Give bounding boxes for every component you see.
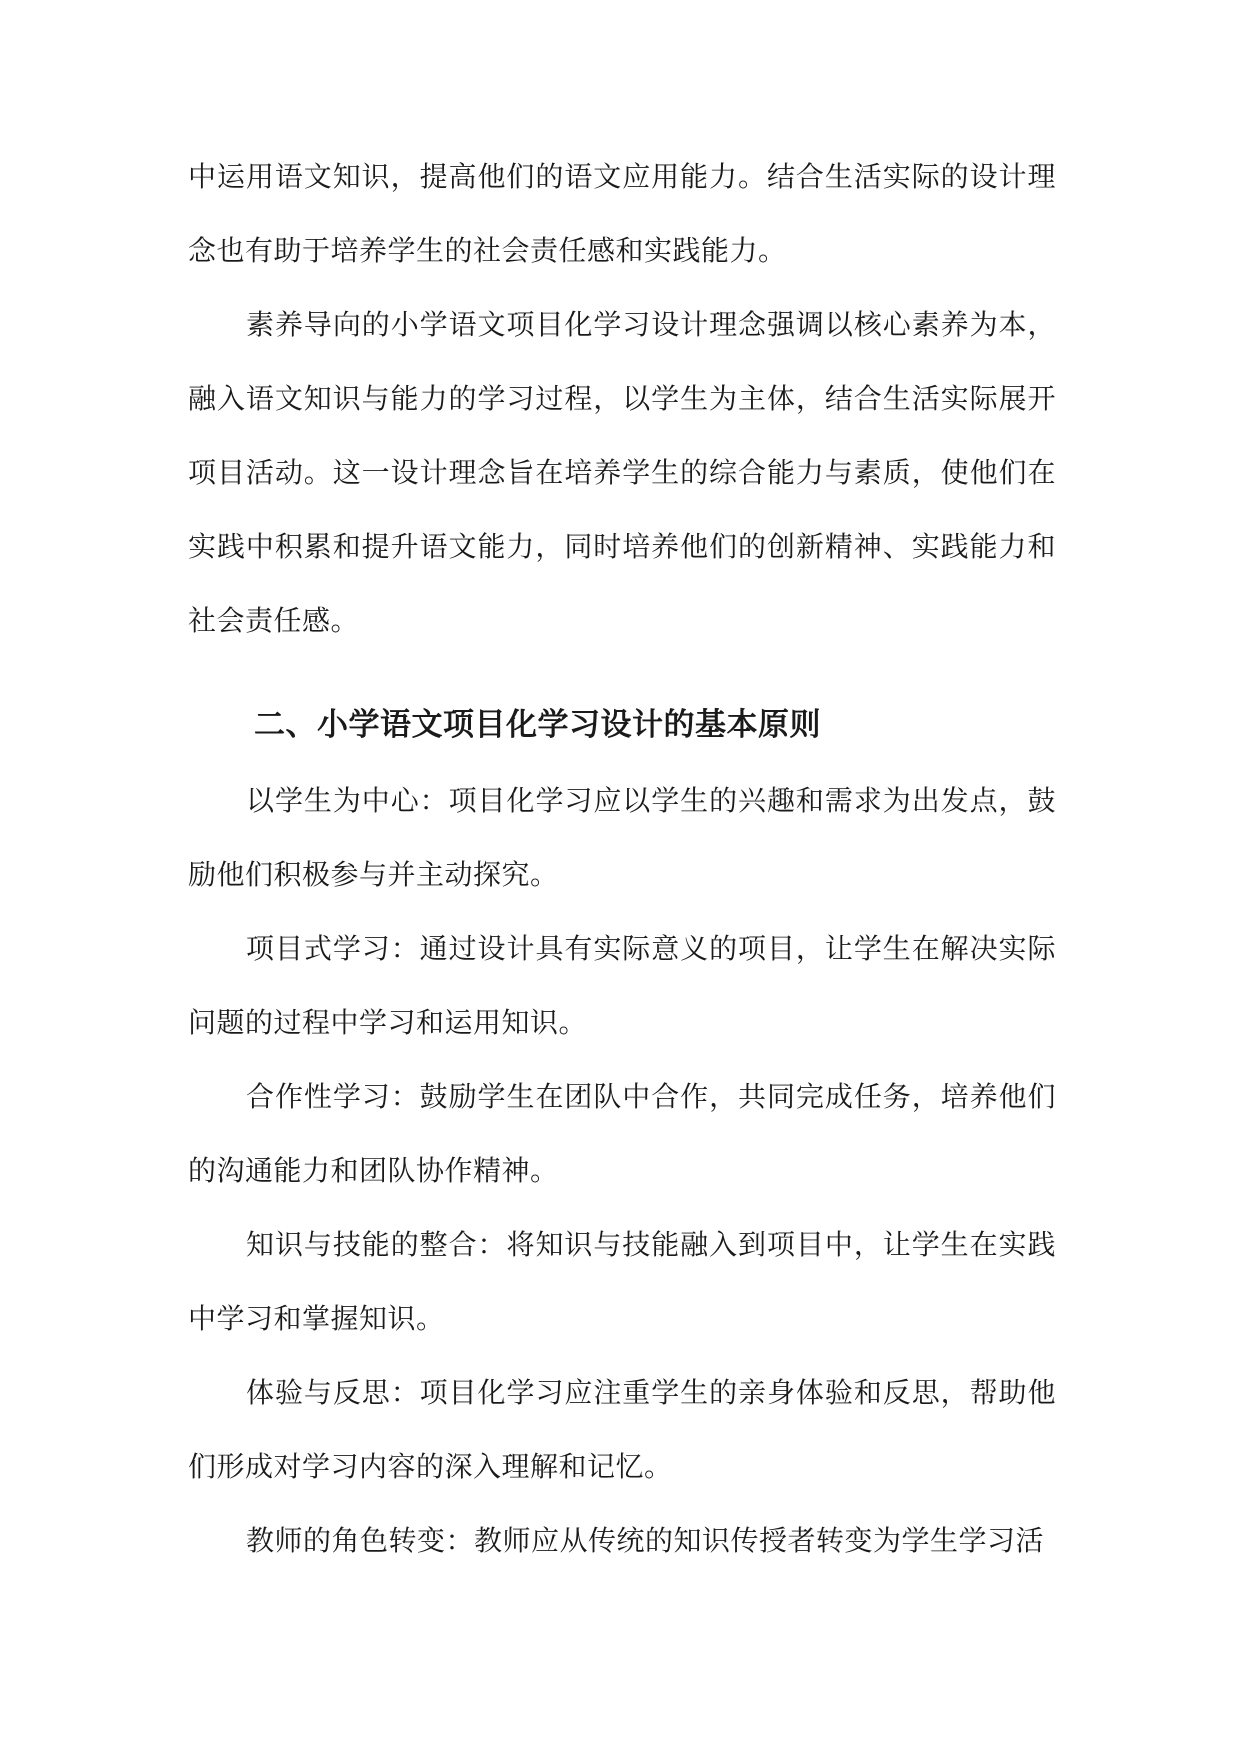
principle-student-centered: 以学生为中心：项目化学习应以学生的兴趣和需求为出发点，鼓励他们积极参与并主动探究。 <box>188 784 1056 891</box>
section-heading: 二、小学语文项目化学习设计的基本原则 <box>254 707 821 743</box>
principle-teacher-role: 教师的角色转变：教师应从传统的知识传授者转变为学生学习活 <box>246 1524 1045 1557</box>
principle-project-based: 项目式学习：通过设计具有实际意义的项目，让学生在解决实际问题的过程中学习和运用知识。 <box>188 932 1056 1039</box>
paragraph-summary: 素养导向的小学语文项目化学习设计理念强调以核心素养为本，融入语文知识与能力的学习过程，以学生为主体，结合生活实际展开项目活动。这一设计理念旨在培养学生的综合能力与素质，使他们在实践中积累和提升语文能力，同时培养他们的创新精神、实践能力和社会责任感。 <box>188 308 1056 637</box>
principle-experience-reflection: 体验与反思：项目化学习应注重学生的亲身体验和反思，帮助他们形成对学习内容的深入理解和记忆。 <box>188 1376 1056 1483</box>
principle-integration: 知识与技能的整合：将知识与技能融入到项目中，让学生在实践中学习和掌握知识。 <box>188 1228 1056 1335</box>
paragraph-continued: 中运用语文知识，提高他们的语文应用能力。结合生活实际的设计理念也有助于培养学生的社会责任感和实践能力。 <box>188 160 1056 267</box>
principle-cooperative: 合作性学习：鼓励学生在团队中合作，共同完成任务，培养他们的沟通能力和团队协作精神。 <box>188 1080 1056 1187</box>
document-body <box>188 140 1056 1578</box>
